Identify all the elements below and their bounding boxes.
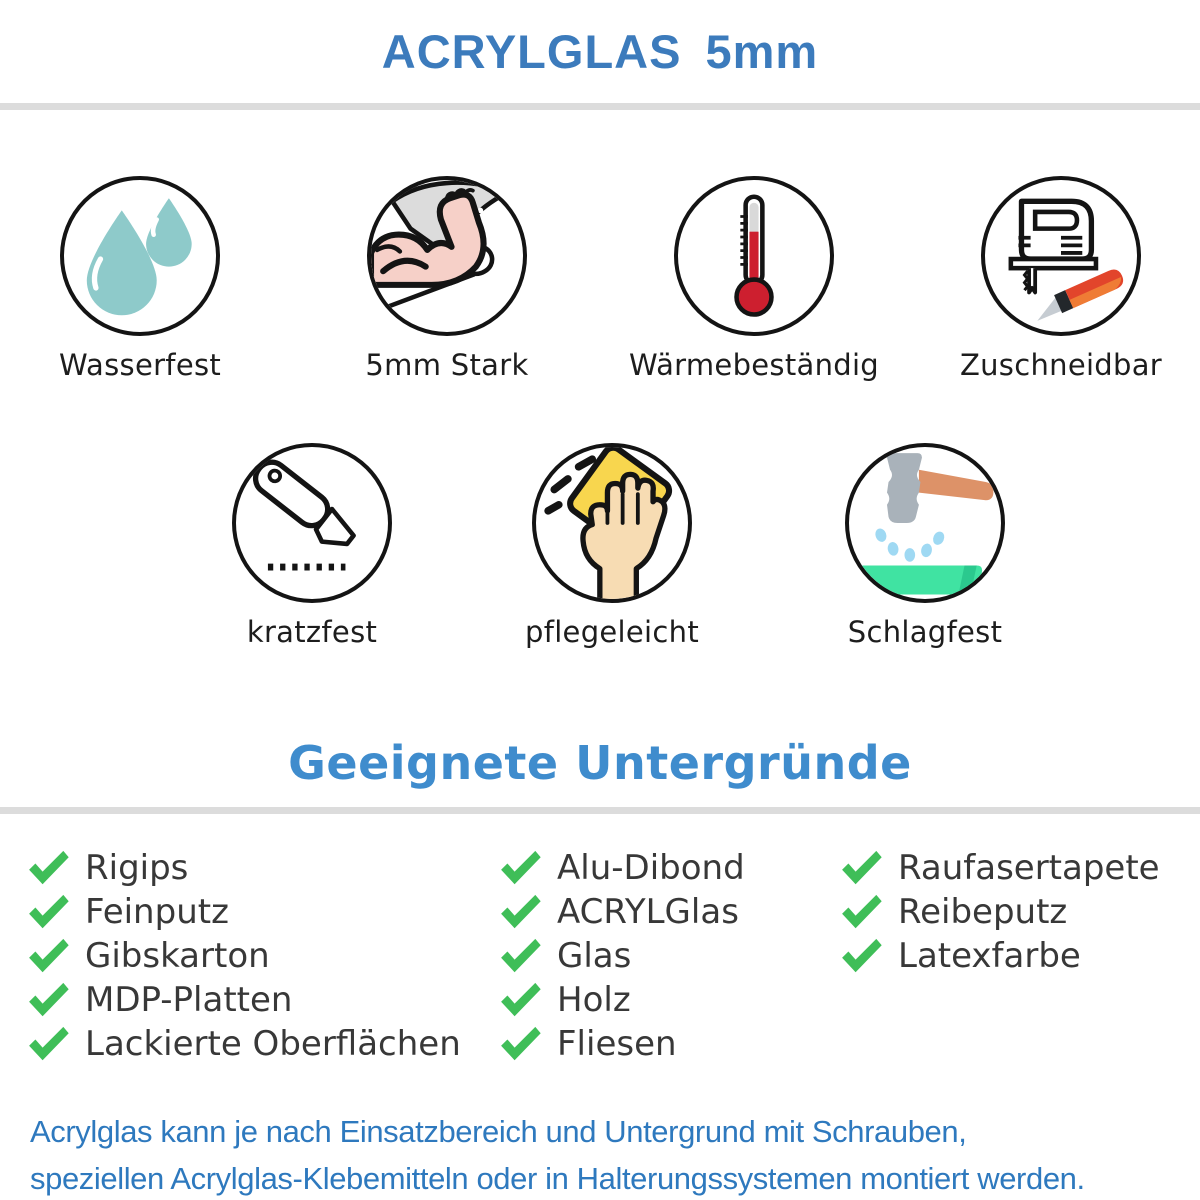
feature-waterproof [20,176,260,382]
feature-label: Wasserfest [58,348,222,382]
feature-heat-resistant [628,176,880,382]
hand-cloth-icon [532,443,692,603]
hammer-icon [845,443,1005,603]
checklist-column-3 [838,846,1160,978]
jigsaw-knife-icon [981,176,1141,336]
list-item-label: Glas [557,936,632,976]
list-item-label: ACRYLGlas [557,892,739,932]
check-icon [497,982,543,1018]
feature-label: Wärmebeständig [628,348,880,382]
feature-label: kratzfest [246,615,378,649]
list-item [497,1022,745,1066]
list-item-label: Reibeputz [898,892,1068,932]
check-icon [838,938,884,974]
list-item [25,890,461,934]
list-item [497,934,745,978]
check-icon [497,850,543,886]
feature-cuttable [941,176,1181,382]
list-item-label: Latexfarbe [898,936,1081,976]
feature-label: pflegeleicht [524,615,700,649]
feature-thickness [327,176,567,382]
mounting-note-line1: Acrylglas kann je nach Einsatzbereich und Untergrund mit Schrauben, [30,1114,967,1149]
check-icon [25,850,71,886]
list-item [838,934,1160,978]
checklist-column-2 [497,846,745,1066]
list-item-label: Feinputz [85,892,229,932]
list-item-label: Raufasertapete [898,848,1160,888]
check-icon [25,938,71,974]
check-icon [497,938,543,974]
page-title: ACRYLGLAS 5mm [381,25,819,78]
mounting-note [30,1108,1190,1200]
list-item [25,934,461,978]
list-item-label: Holz [557,980,631,1020]
cutter-knife-icon [232,443,392,603]
feature-label: 5mm Stark [365,348,529,382]
check-icon [838,894,884,930]
mounting-note-line2: speziellen Acrylglas-Klebemitteln oder in Halterungssystemen montiert werden. [30,1161,1085,1196]
feature-impact-resistant [805,443,1045,649]
list-item [25,1022,461,1066]
thermometer-icon [674,176,834,336]
checklist-column-1 [25,846,461,1066]
divider-top [0,103,1200,110]
feature-label: Schlagfest [847,615,1003,649]
list-item-label: Lackierte Oberflächen [85,1024,461,1064]
muscle-arm-icon [367,176,527,336]
section-heading: Geeignete Untergründe [288,736,912,790]
check-icon [497,894,543,930]
check-icon [25,894,71,930]
divider-middle [0,807,1200,814]
list-item [497,978,745,1022]
feature-label: Zuschneidbar [959,348,1163,382]
list-item [838,890,1160,934]
check-icon [25,1026,71,1062]
check-icon [497,1026,543,1062]
list-item-label: MDP-Platten [85,980,293,1020]
list-item [497,890,745,934]
water-drops-icon [60,176,220,336]
list-item-label: Fliesen [557,1024,677,1064]
list-item [838,846,1160,890]
list-item [25,846,461,890]
list-item-label: Gibskarton [85,936,270,976]
list-item [25,978,461,1022]
feature-scratchproof [192,443,432,649]
list-item-label: Rigips [85,848,189,888]
check-icon [25,982,71,1018]
feature-easy-care [492,443,732,649]
list-item [497,846,745,890]
check-icon [838,850,884,886]
list-item-label: Alu-Dibond [557,848,745,888]
